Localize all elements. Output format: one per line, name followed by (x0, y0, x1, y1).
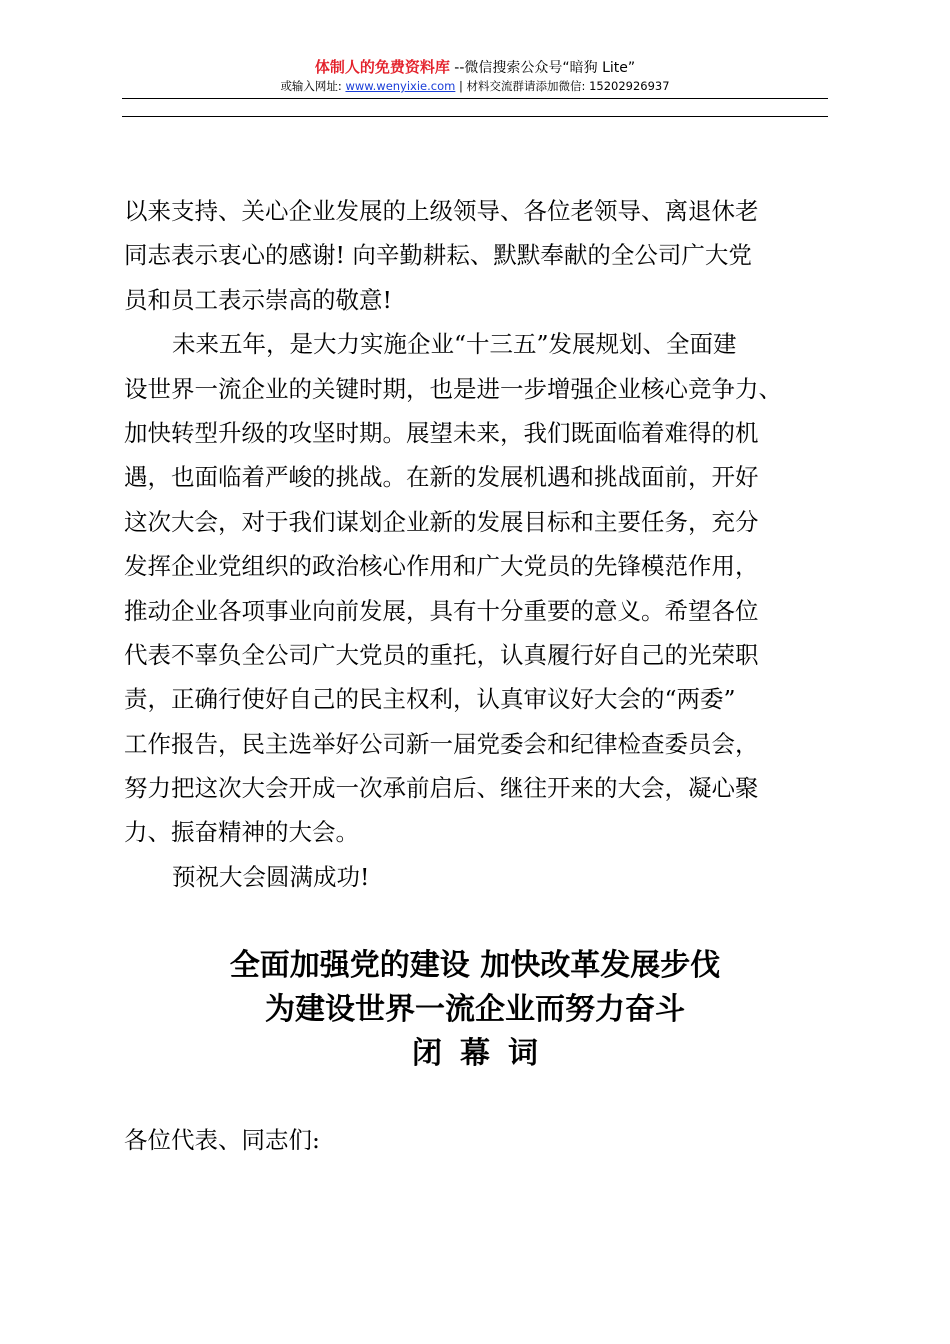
speech-title (0, 944, 950, 1076)
body-line: 努力把这次大会开成一次承前启后、继往开来的大会，凝心聚 (124, 774, 759, 803)
body-line: 代表不辜负全公司广大党员的重托，认真履行好自己的光荣职 (124, 640, 759, 669)
body-line: 这次大会，对于我们谋划企业新的发展目标和主要任务，充分 (124, 507, 759, 536)
title-line-2: 为建设世界一流企业而努力奋斗 (265, 992, 685, 1027)
body-line: 力、振奋精神的大会。 (124, 818, 359, 847)
header-banner (0, 58, 950, 77)
title-line-3: 闭幕词 (412, 1036, 556, 1071)
body-line: 预祝大会圆满成功! (172, 862, 370, 891)
brand-name: 体制人的免费资料库 (314, 58, 450, 76)
website-link[interactable]: www.wenyixie.com (345, 79, 456, 93)
body-line: 遇，也面临着严峻的挑战。在新的发展机遇和挑战面前，开好 (124, 463, 759, 492)
salutation: 各位代表、同志们: (124, 1126, 320, 1154)
body-line: 设世界一流企业的关键时期，也是进一步增强企业核心竞争力、 (124, 374, 782, 403)
body-line: 推动企业各项事业向前发展，具有十分重要的意义。希望各位 (124, 596, 759, 625)
body-line: 责，正确行使好自己的民主权利，认真审议好大会的“两委” (124, 685, 736, 714)
header-rule-bottom (122, 116, 828, 117)
speech-body (124, 189, 834, 899)
body-line: 加快转型升级的攻坚时期。展望未来，我们既面临着难得的机 (124, 418, 759, 447)
header-tagline: --微信搜索公众号“暗狗 Lite” (449, 60, 636, 76)
body-line: 以来支持、关心企业发展的上级领导、各位老领导、离退休老 (124, 197, 759, 225)
header-rule-top (122, 98, 828, 99)
body-line: 未来五年，是大力实施企业“十三五”发展规划、全面建 (172, 330, 737, 359)
body-line: 同志表示衷心的感谢! 向辛勤耕耘、默默奉献的全公司广大党 (124, 241, 752, 270)
wechat-contact: | 材料交流群请添加微信: 15202926937 (455, 79, 670, 93)
body-line: 工作报告，民主选举好公司新一届党委会和纪律检查委员会， (124, 729, 759, 758)
body-line: 发挥企业党组织的政治核心作用和广大党员的先锋模范作用， (124, 552, 759, 581)
header-contact (0, 78, 950, 94)
body-line: 员和员工表示崇高的敬意! (124, 285, 392, 314)
url-prefix: 或输入网址: (280, 79, 346, 93)
title-line-1: 全面加强党的建设 加快改革发展步伐 (229, 948, 721, 983)
